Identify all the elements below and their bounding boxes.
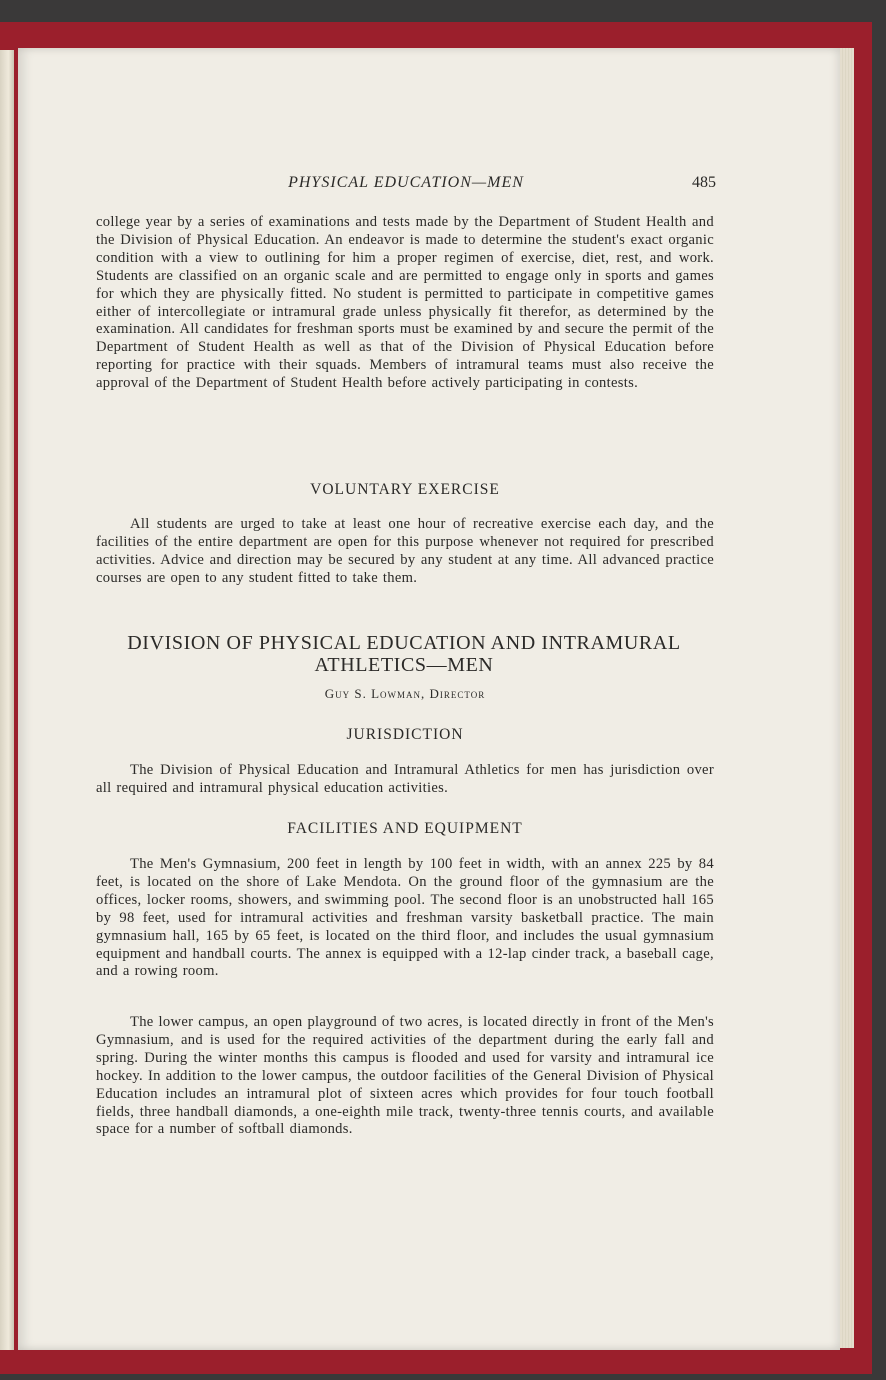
facilities-heading: FACILITIES AND EQUIPMENT	[287, 820, 523, 837]
running-title: PHYSICAL EDUCATION—MEN	[288, 174, 524, 191]
voluntary-exercise-heading: VOLUNTARY EXERCISE	[310, 481, 500, 498]
division-heading-line1: DIVISION OF PHYSICAL EDUCATION AND INTRAMURAL	[127, 632, 681, 654]
facing-page-edge	[0, 50, 14, 1350]
director-name: Guy S. Lowman, Director	[324, 686, 486, 701]
division-heading-line2: ATHLETICS—MEN	[314, 654, 494, 676]
facilities-paragraph-gymnasium: The Men's Gymnasium, 200 feet in length by 100 feet in width, with an annex 225 by 84 feet, is located on the shore of Lake Mendota. On the ground floor of the gymnasium are the offices, locker rooms, showers, and swimming pool. The second floor is an unobstructed hall 165 by 98 feet, used for intramural activities and freshman varsity basketball practice. The main gymnasium hall, 165 by 65 feet, is located on the third floor, and includes the usual gymnasium equipment and handball courts. The annex is equipped with a 12-lap cinder track, a baseball cage, and a rowing room.	[96, 856, 714, 980]
voluntary-exercise-paragraph: All students are urged to take at least one hour of recreative exercise each day, and the facilities of the entire department are open for this purpose whenever not required for prescribed activities. Advice and direction may be secured by any student at any time. All advanced practice courses are open to any student fitted to take them.	[96, 516, 714, 586]
jurisdiction-heading: JURISDICTION	[346, 726, 464, 743]
facilities-paragraph-campus: The lower campus, an open playground of two acres, is located directly in front of the Men's Gymnasium, and is used for the required activities of the department during the early fall and spring. During the winter months this campus is flooded and used for varsity and intramural ice hockey. In addition to the lower campus, the outdoor facilities of the General Division of Physical Education includes an intramural plot of sixteen acres which provides for four touch football fields, three handball diamonds, a one-eighth mile track, twenty-three tennis courts, and available space for a number of softball diamonds.	[96, 1014, 714, 1138]
page-number: 485	[692, 174, 716, 191]
page-stack-edge	[838, 48, 854, 1348]
running-head	[96, 174, 716, 194]
jurisdiction-paragraph: The Division of Physical Education and Intramural Athletics for men has jurisdiction over all required and intramural physical education activities.	[96, 762, 714, 796]
intro-paragraph: college year by a series of examinations and tests made by the Department of Student Health and the Division of Physical Education. An endeavor is made to determine the student's exact organic condition with a view to outlining for him a proper regimen of exercise, diet, rest, and work. Students are classified on an organic scale and are permitted to engage only in sports and games for which they are physically fitted. No student is permitted to participate in competitive games either of intercollegiate or intramural grade unless physically fit therefor, as determined by the examination. All candidates for freshman sports must be examined by and secure the permit of the Department of Student Health as well as that of the Division of Physical Education before reporting for practice with their squads. Members of intramural teams must also receive the approval of the Department of Student Health before actively participating in contests.	[96, 214, 714, 392]
